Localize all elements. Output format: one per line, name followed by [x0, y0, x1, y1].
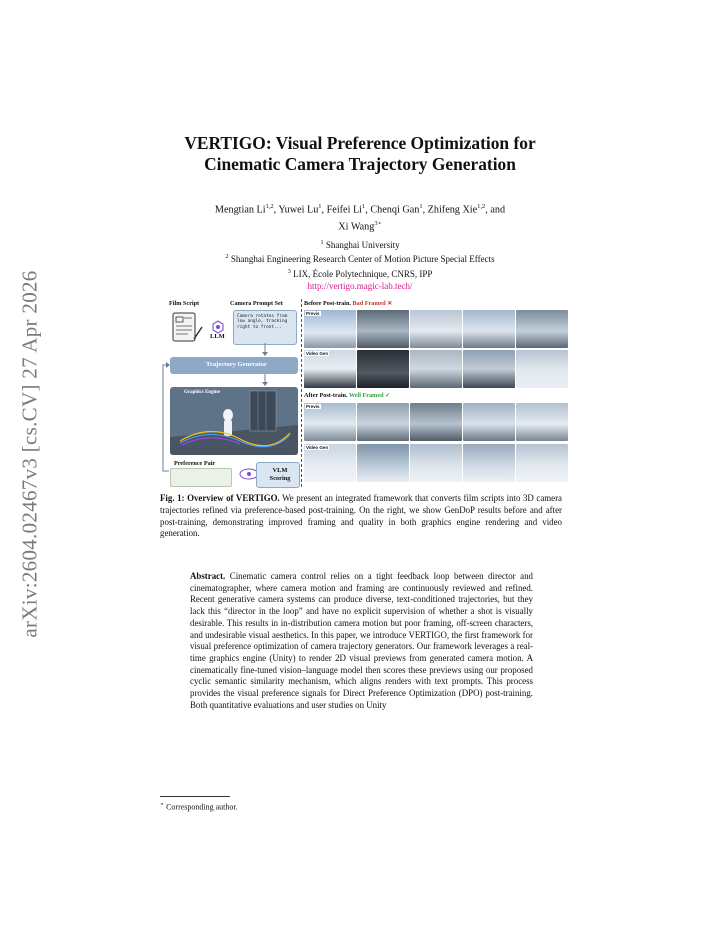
videogen-thumb	[516, 350, 568, 388]
graphics-engine-render	[170, 387, 298, 455]
affil-sup: 2	[225, 253, 229, 261]
camera-prompt-box	[233, 310, 297, 345]
videogen-thumb	[463, 350, 515, 388]
abstract-label: Abstract.	[190, 571, 226, 581]
figure-caption	[160, 493, 562, 540]
previs-tag: Previs	[306, 404, 320, 409]
feedback-loop-arrow-icon	[160, 359, 170, 475]
previs-thumb	[463, 403, 515, 441]
footnote-text: Corresponding author.	[164, 802, 238, 812]
vlm-scoring-label: VLM Scoring	[269, 467, 291, 482]
affiliations	[160, 237, 560, 292]
vlm-scoring-box	[256, 462, 300, 488]
videogen-tag: Video Gen	[306, 445, 329, 450]
affil-sup: 3	[287, 267, 291, 275]
previs-thumb	[304, 403, 356, 441]
figure-overview	[160, 299, 562, 487]
author-name: Zhifeng Xie	[427, 204, 478, 216]
author-sup: 1	[362, 203, 366, 210]
videogen-thumb	[463, 444, 515, 482]
after-label: After Post-train.	[304, 392, 348, 399]
videogen-tag: Video Gen	[306, 351, 329, 356]
author-list: Mengtian Li$^{1,2}$, Yuwei Lu$^1$, Feifei Li$^1$, Chenqi Gan$^1$, Zhifeng Xie$^{1,2}$, and Xi Wang$^{3⋆}$	[214, 203, 506, 233]
film-script-label: Film Script	[169, 300, 200, 307]
after-posttrain-heading	[304, 392, 390, 399]
previs-thumb	[357, 310, 409, 348]
previs-thumb	[463, 310, 515, 348]
well-framed-label: Well Framed	[348, 392, 384, 399]
footnote-mark: ⋆	[160, 801, 165, 808]
affiliation: LIX, École Polytechnique, CNRS, IPP	[293, 268, 433, 279]
project-url-link[interactable]: http://vertigo.magic-lab.tech/	[307, 280, 413, 291]
llm-label: LLM	[210, 333, 225, 340]
videogen-thumb	[516, 444, 568, 482]
previs-thumb	[304, 310, 356, 348]
arrow-down-icon	[260, 343, 270, 357]
title-line-2: Cinematic Camera Trajectory Generation	[204, 154, 516, 174]
preference-pair-label: Preference Pair	[174, 460, 216, 467]
affiliation: Shanghai Engineering Research Center of Motion Picture Special Effects	[230, 254, 495, 265]
previs-thumb	[410, 403, 462, 441]
previs-thumb	[516, 403, 568, 441]
abstract	[190, 571, 533, 711]
videogen-thumb	[304, 444, 356, 482]
affil-sup: 1	[320, 239, 324, 246]
paper-title	[160, 133, 560, 175]
author-name: Mengtian Li	[214, 204, 266, 216]
arxiv-stamp: arXiv:2604.02467v3 [cs.CV] 27 Apr 2026	[17, 269, 42, 638]
videogen-thumb	[304, 350, 356, 388]
graphics-engine-label: Graphics Engine	[184, 390, 220, 395]
camera-prompt-text: Camera rotates from low angle, tracking right to front...	[237, 314, 288, 330]
cross-icon: ✕	[387, 300, 393, 307]
videogen-thumb	[357, 350, 409, 388]
previs-tag: Previs	[306, 311, 320, 316]
author-name: Chenqi Gan	[370, 204, 420, 216]
script-document-icon	[170, 311, 204, 345]
videogen-thumb	[357, 444, 409, 482]
before-label: Before Post-train.	[304, 300, 351, 307]
check-icon: ✓	[385, 392, 391, 399]
videogen-thumb	[410, 350, 462, 388]
abstract-text: Cinematic camera control relies on a tight feedback loop between director and cinematographer, where camera motion and framing are continuously reviewed and refined. Recent generative camera systems can produce diverse, text-conditioned trajectories, but they lack this “director in the loop” and have no explicit supervision of whether a shot is visually desirable. This results in in-distribution camera motion but poor framing, off-screen characters, and undesirable visual aesthetics. In this paper, we introduce VERTIGO, the first framework for visual preference optimization of camera trajectory generators. Our framework leverages a real-time graphics engine (Unity) to render 2D visual previews from generated camera motion. A cinematically fine-tuned vision–language model then scores these previews using our proposed cyclic semantic similarity mechanism, which aligns renders with text prompts. This process provides the visual preference signals for Direct Preference Optimization (DPO) post-training. Both quantitative evaluations and user studies on Unity	[190, 571, 533, 710]
caption-label: Fig. 1: Overview of VERTIGO.	[160, 493, 280, 503]
affiliation: Shanghai University	[325, 240, 400, 250]
preference-pair-box	[170, 468, 232, 487]
author-sup: 1	[419, 203, 423, 210]
footnote	[160, 800, 238, 812]
author-sup: 1,2	[265, 203, 274, 210]
author-name: Xi Wang	[338, 221, 375, 233]
figure-divider	[301, 299, 302, 487]
previs-thumb	[410, 310, 462, 348]
trajectory-generator-label: Trajectory Generator	[206, 361, 267, 368]
bad-framed-label: Bad Framed	[352, 300, 386, 307]
arrow-down-icon	[260, 374, 270, 387]
author-sup: 1,2	[477, 203, 486, 210]
caption-text: We present an integrated framework that converts film scripts into 3D camera trajectories refined via preference-based post-training. On the right, we show GenDoP results before and after post-training, demonstrating improved framing and quality in both graphics engine rendering and video generation.	[160, 493, 562, 539]
author-sup: 3⋆	[374, 220, 382, 228]
camera-prompt-set-label: Camera Prompt Set	[230, 300, 283, 307]
author-name: Feifei Li	[326, 204, 363, 216]
author-name: Yuwei Lu	[278, 204, 319, 216]
trajectory-generator-box	[170, 357, 298, 374]
before-posttrain-heading	[304, 300, 392, 307]
previs-thumb	[516, 310, 568, 348]
previs-thumb	[357, 403, 409, 441]
footnote-rule	[160, 796, 230, 797]
videogen-thumb	[410, 444, 462, 482]
title-line-1: VERTIGO: Visual Preference Optimization for	[184, 133, 536, 153]
author-sup: 1	[318, 203, 322, 210]
